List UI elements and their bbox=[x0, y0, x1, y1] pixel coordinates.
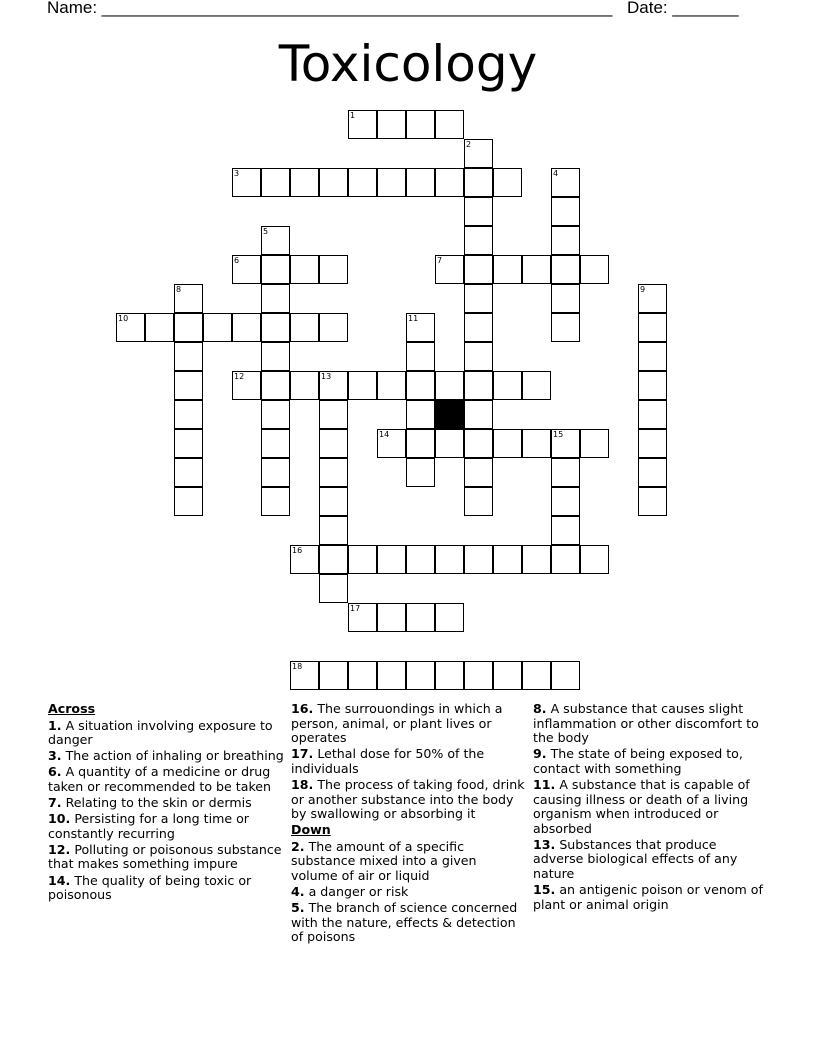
grid-cell[interactable] bbox=[348, 371, 377, 400]
clue-number: 18 bbox=[292, 662, 303, 671]
grid-cell[interactable] bbox=[174, 284, 203, 313]
grid-cell[interactable] bbox=[435, 371, 464, 400]
clue-text: Lethal dose for 50% of the individuals bbox=[291, 746, 485, 776]
clue bbox=[48, 765, 284, 794]
clue-text: The state of being exposed to, contact with something bbox=[533, 746, 743, 776]
clue-label: 2. bbox=[291, 838, 305, 854]
grid-cell[interactable] bbox=[290, 255, 319, 284]
clue-number: 11 bbox=[408, 314, 419, 323]
grid-cell[interactable] bbox=[493, 168, 522, 197]
grid-cell[interactable] bbox=[319, 255, 348, 284]
clue-number: 7 bbox=[437, 256, 443, 265]
grid-cell[interactable] bbox=[174, 371, 203, 400]
grid-cell[interactable] bbox=[261, 371, 290, 400]
grid-cell[interactable] bbox=[493, 255, 522, 284]
clue bbox=[533, 883, 769, 912]
grid-cell[interactable] bbox=[638, 284, 667, 313]
grid-cell[interactable] bbox=[319, 661, 348, 690]
clues-column-3 bbox=[533, 702, 769, 914]
clue-label: 8. bbox=[533, 701, 547, 716]
grid-cell[interactable] bbox=[638, 429, 667, 458]
grid-cell[interactable] bbox=[319, 458, 348, 487]
grid-cell[interactable] bbox=[261, 168, 290, 197]
grid-cell[interactable] bbox=[174, 429, 203, 458]
grid-cell[interactable] bbox=[464, 284, 493, 313]
grid-cell[interactable] bbox=[522, 661, 551, 690]
grid-cell[interactable] bbox=[493, 371, 522, 400]
grid-cell[interactable] bbox=[464, 139, 493, 168]
clues-column-1 bbox=[48, 702, 284, 904]
clue bbox=[291, 702, 527, 746]
grid-cell[interactable] bbox=[261, 313, 290, 342]
clue-label: 12. bbox=[48, 841, 71, 857]
grid-cell[interactable] bbox=[232, 371, 261, 400]
clue-text: Relating to the skin or dermis bbox=[61, 795, 252, 811]
grid-cell[interactable] bbox=[638, 371, 667, 400]
clue-text: Substances that produce adverse biological effects of any nature bbox=[533, 836, 738, 882]
clue-text: an antigenic poison or venom of plant or animal origin bbox=[533, 882, 763, 912]
clue-number: 6 bbox=[234, 256, 240, 265]
grid-cell[interactable] bbox=[232, 313, 261, 342]
clue-number: 2 bbox=[466, 140, 472, 149]
clue-text: The process of taking food, drink or another substance into the body by swallowing or absorbing it bbox=[291, 776, 525, 822]
grid-cell[interactable] bbox=[406, 168, 435, 197]
clue-label: 6. bbox=[48, 764, 62, 780]
clue-number: 12 bbox=[234, 372, 245, 381]
clue-label: 13. bbox=[533, 836, 556, 852]
clue-text: A substance that causes slight inflammation or other discomfort to the body bbox=[533, 701, 759, 746]
grid-cell[interactable] bbox=[406, 371, 435, 400]
clue-heading: Across bbox=[48, 701, 96, 716]
grid-cell[interactable] bbox=[348, 661, 377, 690]
clue bbox=[291, 901, 527, 945]
clue-text: a danger or risk bbox=[304, 884, 409, 900]
grid-cell[interactable] bbox=[319, 545, 348, 574]
grid-cell[interactable] bbox=[551, 545, 580, 574]
clue bbox=[48, 796, 284, 811]
grid-cell[interactable] bbox=[174, 313, 203, 342]
grid-cell[interactable] bbox=[551, 429, 580, 458]
grid-cell[interactable] bbox=[464, 168, 493, 197]
clue-text: A quantity of a medicine or drug taken or recommended to be taken bbox=[48, 764, 272, 794]
grid-cell[interactable] bbox=[319, 574, 348, 603]
clue-label: 9. bbox=[533, 746, 547, 762]
grid-cell[interactable] bbox=[261, 226, 290, 255]
clue bbox=[291, 885, 527, 900]
grid-cell[interactable] bbox=[319, 313, 348, 342]
clue-label: 11. bbox=[533, 776, 556, 792]
clue bbox=[533, 747, 769, 776]
grid-cell[interactable] bbox=[435, 661, 464, 690]
grid-cell[interactable] bbox=[435, 255, 464, 284]
grid-cell[interactable] bbox=[261, 284, 290, 313]
grid-cell[interactable] bbox=[551, 516, 580, 545]
grid-cell[interactable] bbox=[435, 603, 464, 632]
clue-label: 10. bbox=[48, 811, 71, 827]
clue-label: 14. bbox=[48, 872, 71, 888]
grid-cell[interactable] bbox=[551, 197, 580, 226]
clue-number: 17 bbox=[350, 604, 361, 613]
clue bbox=[533, 702, 769, 746]
clue-label: 1. bbox=[48, 717, 62, 733]
grid-cell[interactable] bbox=[377, 110, 406, 139]
clue-label: 4. bbox=[291, 884, 305, 900]
grid-cell[interactable] bbox=[551, 458, 580, 487]
grid-cell[interactable] bbox=[232, 168, 261, 197]
grid-cell[interactable] bbox=[464, 458, 493, 487]
grid-cell[interactable] bbox=[319, 400, 348, 429]
grid-cell[interactable] bbox=[348, 168, 377, 197]
grid-cell[interactable] bbox=[551, 661, 580, 690]
grid-cell[interactable] bbox=[464, 661, 493, 690]
clue-number: 4 bbox=[553, 169, 559, 178]
grid-cell[interactable] bbox=[464, 255, 493, 284]
grid-cell[interactable] bbox=[435, 168, 464, 197]
grid-cell[interactable] bbox=[406, 400, 435, 429]
clue-label: 16. bbox=[291, 701, 314, 716]
grid-cell[interactable] bbox=[406, 603, 435, 632]
grid-cell[interactable] bbox=[522, 371, 551, 400]
grid-cell[interactable] bbox=[145, 313, 174, 342]
clue bbox=[291, 840, 527, 884]
clue-label: 7. bbox=[48, 795, 62, 811]
clue-heading: Down bbox=[291, 822, 331, 838]
grid-cell[interactable] bbox=[406, 545, 435, 574]
clue-label: 18. bbox=[291, 776, 314, 792]
clue-label: 17. bbox=[291, 746, 314, 762]
grid-cell[interactable] bbox=[435, 429, 464, 458]
name-field[interactable]: Name: ______________________________________________________ bbox=[47, 0, 613, 17]
grid-cell[interactable] bbox=[522, 545, 551, 574]
clue-number: 15 bbox=[553, 430, 564, 439]
grid-cell[interactable] bbox=[464, 371, 493, 400]
grid-cell[interactable] bbox=[435, 110, 464, 139]
grid-cell[interactable] bbox=[290, 545, 319, 574]
grid-cell[interactable] bbox=[348, 545, 377, 574]
clue-text: A substance that is capable of causing illness or death of a living organism when introduced or absorbed bbox=[533, 776, 750, 836]
grid-cell[interactable] bbox=[174, 487, 203, 516]
clue bbox=[48, 719, 284, 748]
clue-number: 5 bbox=[263, 227, 269, 236]
grid-cell[interactable] bbox=[319, 371, 348, 400]
clue-label: 3. bbox=[48, 748, 62, 764]
grid-cell[interactable] bbox=[464, 429, 493, 458]
grid-cell[interactable] bbox=[116, 313, 145, 342]
grid-cell[interactable] bbox=[377, 661, 406, 690]
clue-number: 9 bbox=[640, 285, 646, 294]
grid-cell[interactable] bbox=[319, 168, 348, 197]
grid-cell[interactable] bbox=[232, 255, 261, 284]
grid-cell[interactable] bbox=[290, 168, 319, 197]
grid-cell[interactable] bbox=[406, 458, 435, 487]
clue-number: 10 bbox=[118, 314, 129, 323]
clue-text: The surrouondings in which a person, animal, or plant lives or operates bbox=[291, 701, 503, 746]
grid-cell[interactable] bbox=[406, 342, 435, 371]
grid-cell[interactable] bbox=[580, 545, 609, 574]
grid-cell[interactable] bbox=[493, 429, 522, 458]
grid-cell[interactable] bbox=[551, 487, 580, 516]
grid-cell[interactable] bbox=[580, 429, 609, 458]
grid-cell[interactable] bbox=[638, 400, 667, 429]
clue-number: 13 bbox=[321, 372, 332, 381]
clue bbox=[291, 778, 527, 822]
grid-cell[interactable] bbox=[261, 342, 290, 371]
grid-cell[interactable] bbox=[638, 458, 667, 487]
clue-text: The quality of being toxic or poisonous bbox=[48, 872, 252, 903]
grid-cell[interactable] bbox=[319, 487, 348, 516]
clue bbox=[533, 838, 769, 882]
grid-cell[interactable] bbox=[551, 226, 580, 255]
clue bbox=[291, 747, 527, 776]
clue-number: 1 bbox=[350, 111, 356, 120]
grid-cell[interactable] bbox=[522, 429, 551, 458]
grid-cell[interactable] bbox=[406, 429, 435, 458]
grid-cell[interactable] bbox=[638, 313, 667, 342]
grid-cell[interactable] bbox=[580, 255, 609, 284]
grid-cell[interactable] bbox=[290, 313, 319, 342]
clue-number: 8 bbox=[176, 285, 182, 294]
grid-cell[interactable] bbox=[406, 313, 435, 342]
clue-text: Polluting or poisonous substance that makes something impure bbox=[48, 841, 282, 872]
clue-label: 15. bbox=[533, 882, 556, 898]
black-cell bbox=[435, 400, 464, 429]
grid-cell[interactable] bbox=[174, 458, 203, 487]
grid-cell[interactable] bbox=[551, 313, 580, 342]
grid-cell[interactable] bbox=[377, 371, 406, 400]
grid-cell[interactable] bbox=[377, 168, 406, 197]
grid-cell[interactable] bbox=[638, 487, 667, 516]
grid-cell[interactable] bbox=[638, 342, 667, 371]
clue-number: 16 bbox=[292, 546, 303, 555]
clue-text: The action of inhaling or breathing bbox=[61, 748, 284, 764]
clue-label: 5. bbox=[291, 900, 305, 916]
grid-cell[interactable] bbox=[203, 313, 232, 342]
clue bbox=[48, 812, 284, 841]
grid-cell[interactable] bbox=[406, 661, 435, 690]
grid-cell[interactable] bbox=[261, 255, 290, 284]
clue bbox=[533, 778, 769, 836]
clue bbox=[48, 843, 284, 872]
grid-cell[interactable] bbox=[406, 110, 435, 139]
clues-column-2 bbox=[291, 702, 527, 947]
grid-cell[interactable] bbox=[464, 197, 493, 226]
grid-cell[interactable] bbox=[377, 429, 406, 458]
clue-text: A situation involving exposure to danger bbox=[48, 717, 273, 748]
grid-cell[interactable] bbox=[261, 487, 290, 516]
grid-cell[interactable] bbox=[551, 255, 580, 284]
grid-cell[interactable] bbox=[551, 168, 580, 197]
grid-cell[interactable] bbox=[493, 545, 522, 574]
grid-cell[interactable] bbox=[464, 342, 493, 371]
grid-cell[interactable] bbox=[261, 429, 290, 458]
grid-cell[interactable] bbox=[464, 400, 493, 429]
grid-cell[interactable] bbox=[551, 284, 580, 313]
grid-cell[interactable] bbox=[464, 545, 493, 574]
grid-cell[interactable] bbox=[377, 545, 406, 574]
grid-cell[interactable] bbox=[261, 458, 290, 487]
clue-number: 14 bbox=[379, 430, 390, 439]
grid-cell[interactable] bbox=[261, 400, 290, 429]
grid-cell[interactable] bbox=[522, 255, 551, 284]
grid-cell[interactable] bbox=[435, 545, 464, 574]
clue-text: The branch of science concerned with the nature, effects & detection of poisons bbox=[291, 900, 518, 945]
grid-cell[interactable] bbox=[319, 429, 348, 458]
grid-cell[interactable] bbox=[348, 110, 377, 139]
clue-text: Persisting for a long time or constantly recurring bbox=[48, 811, 249, 841]
grid-cell[interactable] bbox=[319, 516, 348, 545]
date-field[interactable]: Date: _______ bbox=[627, 0, 739, 17]
clue bbox=[48, 874, 284, 903]
clue-number: 3 bbox=[234, 169, 240, 178]
grid-cell[interactable] bbox=[377, 603, 406, 632]
grid-cell[interactable] bbox=[174, 342, 203, 371]
page-title: Toxicology bbox=[278, 35, 538, 93]
grid-cell[interactable] bbox=[464, 487, 493, 516]
grid-cell[interactable] bbox=[493, 661, 522, 690]
clue-text: The amount of a specific substance mixed into a given volume of air or liquid bbox=[291, 838, 477, 884]
clue bbox=[48, 749, 284, 764]
grid-cell[interactable] bbox=[290, 661, 319, 690]
grid-cell[interactable] bbox=[290, 371, 319, 400]
grid-cell[interactable] bbox=[348, 603, 377, 632]
grid-cell[interactable] bbox=[464, 313, 493, 342]
grid-cell[interactable] bbox=[464, 226, 493, 255]
grid-cell[interactable] bbox=[174, 400, 203, 429]
